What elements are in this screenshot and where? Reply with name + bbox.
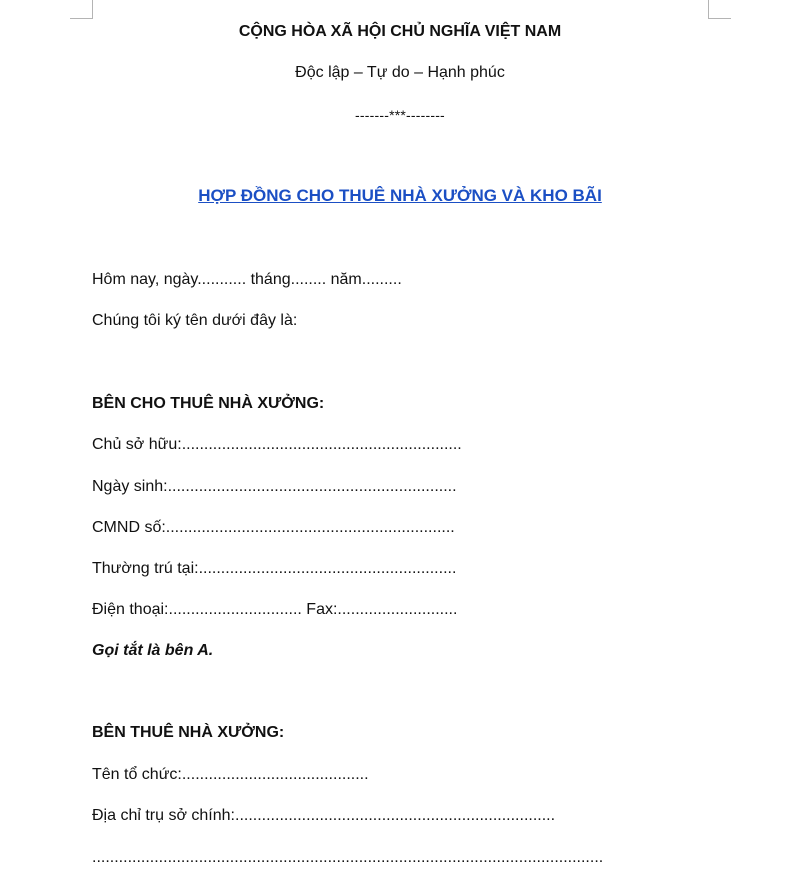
date-line: Hôm nay, ngày........... tháng........ năm.........	[92, 271, 402, 288]
signers-line: Chúng tôi ký tên dưới đây là:	[92, 312, 298, 329]
lessee-head-office-field: Địa chỉ trụ sở chính:........................................................................	[92, 807, 556, 824]
lessee-heading: BÊN THUÊ NHÀ XƯỞNG:	[92, 724, 285, 741]
lessor-birth-date-field: Ngày sinh:.................................................................	[92, 478, 457, 495]
lessor-phone-fax-field: Điện thoại:.............................. Fax:...........................	[92, 601, 458, 618]
lessor-owner-field: Chủ sở hữu:...............................................................	[92, 436, 462, 453]
lessor-alias: Gọi tắt là bên A.	[92, 642, 214, 659]
national-title: CỘNG HÒA XÃ HỘI CHỦ NGHĨA VIỆT NAM	[238, 23, 562, 40]
header-separator: -------***--------	[355, 107, 445, 123]
national-motto: Độc lập – Tự do – Hạnh phúc	[295, 64, 505, 81]
lessor-id-number-field: CMND số:.................................................................	[92, 519, 455, 536]
lessee-continuation-line: ...................................................................................................................	[92, 849, 604, 866]
lessor-residence-field: Thường trú tại:..........................................................	[92, 560, 457, 577]
lessor-heading: BÊN CHO THUÊ NHÀ XƯỞNG:	[92, 395, 325, 412]
page-corner-mark-top-left	[70, 0, 93, 19]
contract-title: HỢP ĐỒNG CHO THUÊ NHÀ XƯỞNG VÀ KHO BÃI	[198, 186, 602, 205]
lessee-organization-field: Tên tổ chức:..........................................	[92, 766, 369, 783]
page-corner-mark-top-right	[708, 0, 731, 19]
